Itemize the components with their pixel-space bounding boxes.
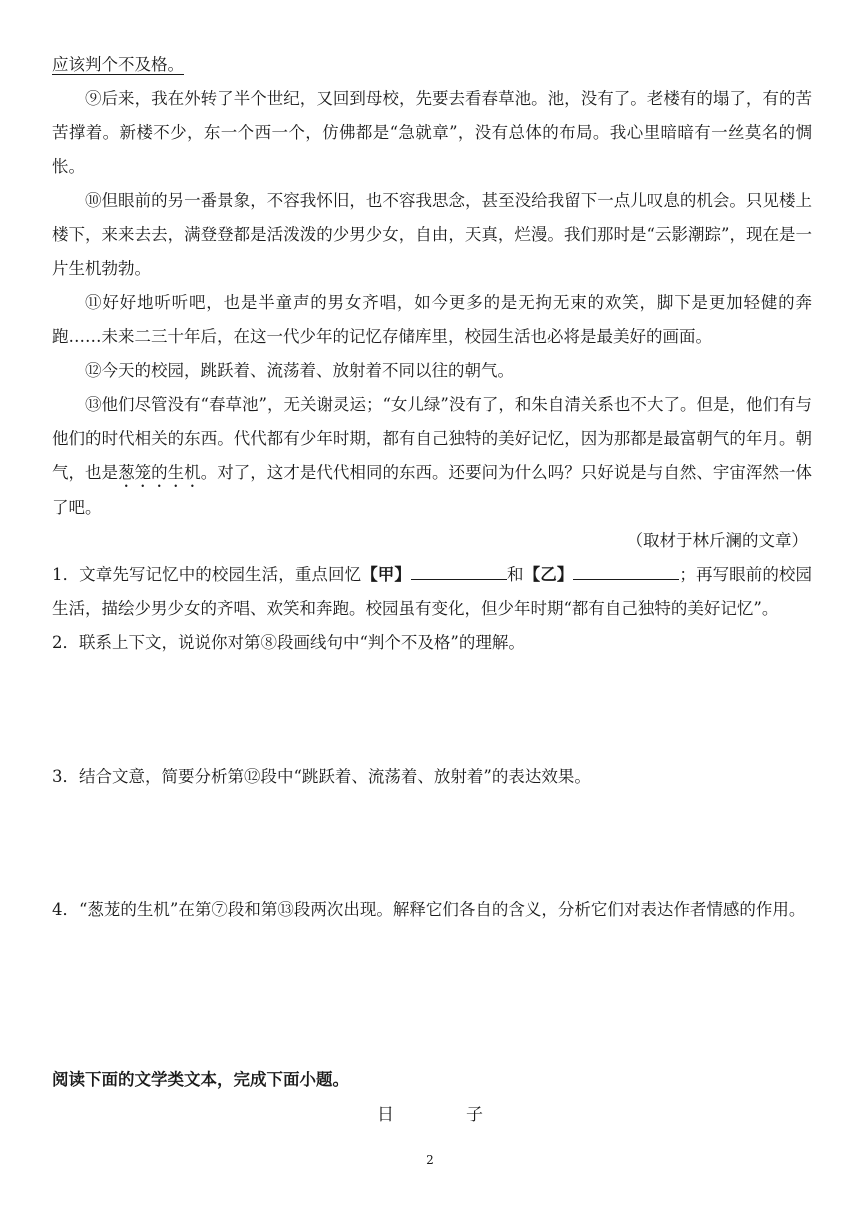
- story-title: [0, 1100, 860, 1125]
- question-3: 3．结合文意，简要分析第⑫段中“跳跃着、流荡着、放射着”的表达效果。: [52, 767, 591, 786]
- page-number: 2: [426, 1153, 434, 1167]
- question-1-rest: ；再写眼前的校园生活，描绘少男少女的齐唱、欢笑和奔跑。校园虽有变化，但少年时期“都有自己独特的美好记忆”。: [52, 565, 813, 618]
- answer-blank-yi[interactable]: [573, 559, 679, 580]
- story-title-char-1: 日: [377, 1105, 394, 1125]
- emphasized-phrase: 葱笼的生机: [118, 463, 201, 482]
- paragraph-10: ⑩但眼前的另一番景象，不容我怀旧，也不容我思念，甚至没给我留下一点儿叹息的机会。只见楼上楼下，来来去去，满登登都是活泼泼的少男少女，自由，天真，烂漫。我们那时是“云影潮踪”，现在是一片生机勃勃。: [52, 191, 812, 278]
- question-4: 4．“葱茏的生机”在第⑦段和第⑬段两次出现。解释它们各自的含义，分析它们对表达作者情感的作用。: [52, 900, 806, 919]
- blank-label-jia: 【甲】: [361, 565, 411, 584]
- question-1-and: 和: [506, 565, 524, 584]
- question-2: 2．联系上下文，说说你对第⑧段画线句中“判个不及格”的理解。: [52, 633, 525, 652]
- blank-label-yi: 【乙】: [523, 565, 574, 584]
- story-title-char-2: 子: [466, 1105, 483, 1125]
- paragraph-13-part-a: ⑬他们尽管没有“春草池”，无关谢灵运；“女儿绿”没有了，和朱自清关系也不大了。但是，他们有与他们的时代相关的东西。代代都有少年时期，都有自己独特的美好记忆，因为那都是最富朝气的年月。朝气，也是: [52, 395, 812, 482]
- paragraph-13: [52, 388, 812, 525]
- section-instruction: 阅读下面的文学类文本，完成下面小题。: [52, 1070, 349, 1089]
- source-attribution: （取材于林斤澜的文章）: [626, 531, 808, 550]
- paragraph-12: ⑫今天的校园，跳跃着、流荡着、放射着不同以往的朝气。: [85, 361, 514, 380]
- paragraph-11: ⑪好好地听听吧，也是半童声的男女齐唱，如今更多的是无拘无束的欢笑，脚下是更加轻健的奔跑……未来二三十年后，在这一代少年的记忆存储库里，校园生活也必将是最美好的画面。: [52, 293, 812, 346]
- answer-blank-jia[interactable]: [411, 559, 507, 580]
- paragraph-13-part-b: 。对了，这才是代代相同的东西。还要问为什么吗？只好说是与自然、宇宙浑然一体了吧。: [52, 463, 813, 517]
- question-1: [52, 558, 812, 626]
- question-1-stem: 1．文章先写记忆中的校园生活，重点回忆: [52, 565, 362, 584]
- underlined-sentence: 应该判个不及格。: [52, 55, 184, 74]
- paragraph-9: ⑨后来，我在外转了半个世纪，又回到母校，先要去看春草池。池，没有了。老楼有的塌了，有的苦苦撑着。新楼不少，东一个西一个，仿佛都是“急就章”，没有总体的布局。我心里暗暗有一丝莫名的惆怅。: [52, 89, 812, 176]
